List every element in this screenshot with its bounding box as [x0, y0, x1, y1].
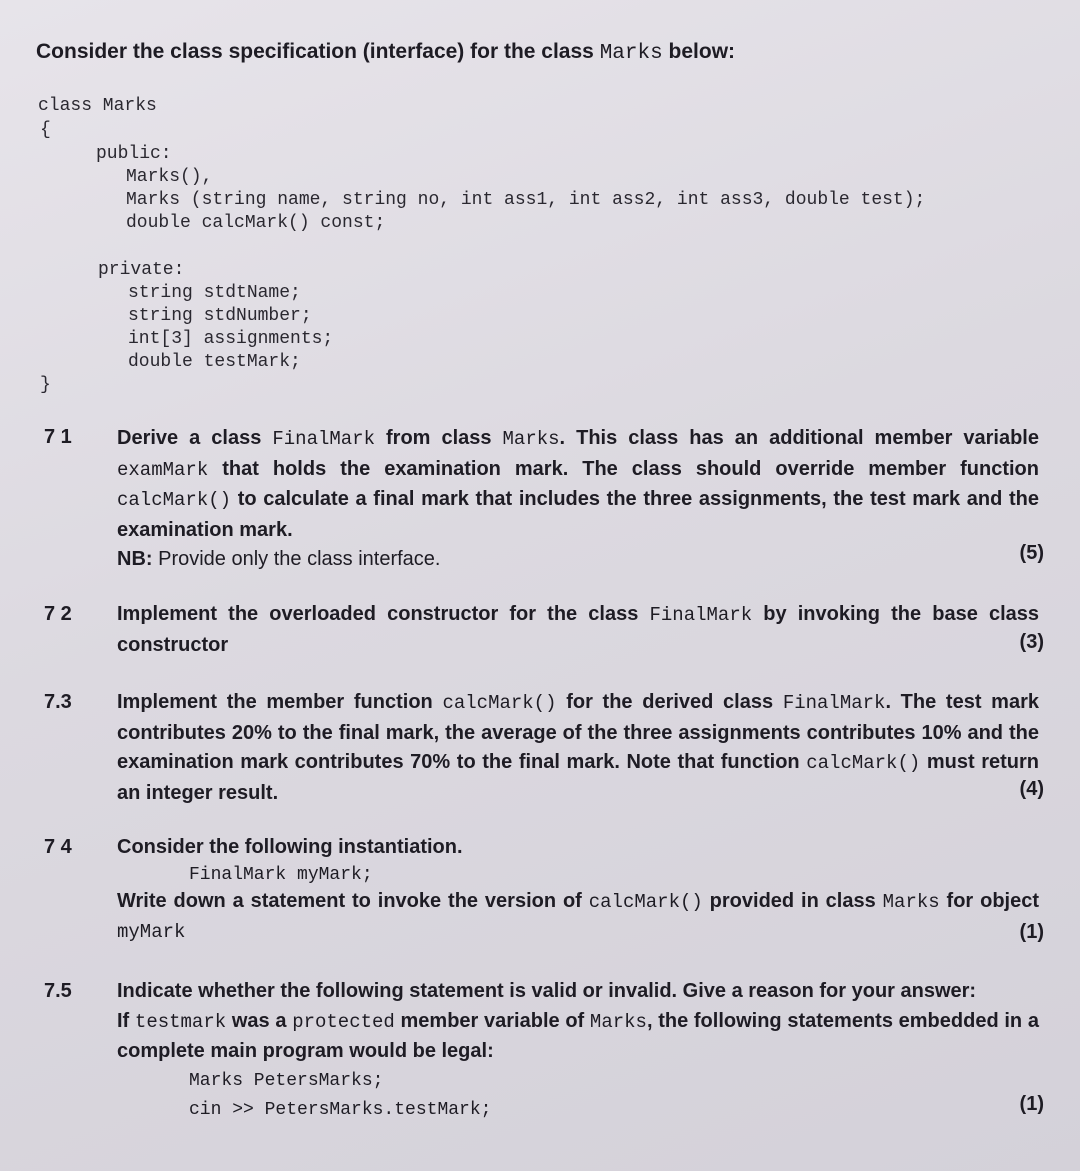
question-text: Implement the overloaded constructor for the class FinalMark by invoking the base class constructor — [117, 603, 1039, 656]
marks-badge: (1) — [1019, 921, 1044, 943]
question-number: 7.5 — [44, 980, 72, 1002]
question-text: Indicate whether the following statement is valid or invalid. Give a reason for your answer: — [117, 980, 977, 1002]
question-7-2 — [117, 600, 1039, 660]
question-7-1 — [117, 424, 1039, 575]
question-text: Consider the following instantiation. — [117, 836, 463, 858]
question-7-4 — [117, 833, 1039, 948]
question-text: Derive a class FinalMark from class Marks. This class has an additional member variable examMark that holds the examination mark. The class should override member function calcMark() to calculate a final mark that includes the three assignments, the test mark and the examination mark. — [117, 427, 1039, 541]
code-line: string stdNumber; — [128, 306, 312, 326]
question-number: 7 2 — [44, 603, 72, 625]
question-number: 7.3 — [44, 691, 72, 713]
question-7-3 — [117, 688, 1039, 808]
code-line: Marks (string name, string no, int ass1, int ass2, int ass3, double test); — [126, 190, 926, 210]
code-line: private: — [98, 260, 185, 280]
marks-badge: (5) — [1019, 542, 1044, 564]
marks-badge: (4) — [1019, 778, 1044, 800]
code-line: FinalMark myMark; — [189, 864, 373, 885]
question-text: If testmark was a protected member variable of Marks, the following statements embedded in a complete main program would be legal: — [117, 1009, 1039, 1062]
code-line: Marks(), — [126, 167, 213, 187]
question-number: 7 4 — [44, 836, 72, 858]
marks-badge: (3) — [1019, 631, 1044, 653]
question-number: 7 1 — [44, 426, 72, 448]
marks-badge: (1) — [1019, 1093, 1044, 1115]
code-line: double calcMark() const; — [126, 213, 386, 233]
code-line: class Marks — [38, 96, 157, 116]
question-7-5 — [117, 977, 1039, 1125]
question-note: NB: Provide only the class interface. — [117, 548, 441, 570]
intro-class-name: Marks — [599, 42, 663, 65]
code-line: double testMark; — [128, 352, 301, 372]
code-line: Marks PetersMarks; — [189, 1070, 384, 1091]
question-text: Write down a statement to invoke the version of calcMark() provided in class Marks for object myMark — [117, 889, 1039, 943]
intro-text: Consider the class specification (interface) for the class Marks below: — [36, 40, 736, 65]
code-line: public: — [96, 144, 172, 164]
code-line: int[3] assignments; — [128, 329, 334, 349]
code-line: { — [40, 120, 51, 140]
code-line: } — [40, 375, 51, 395]
question-text: Implement the member function calcMark() for the derived class FinalMark. The test mark contributes 20% to the final mark, the average of the three assignments contributes 10% and the examination mark contributes 70% to the final mark. Note that function calcMark() must return an integer result. — [117, 691, 1040, 804]
code-line: string stdtName; — [128, 283, 301, 303]
code-line: cin >> PetersMarks.testMark; — [189, 1099, 492, 1120]
